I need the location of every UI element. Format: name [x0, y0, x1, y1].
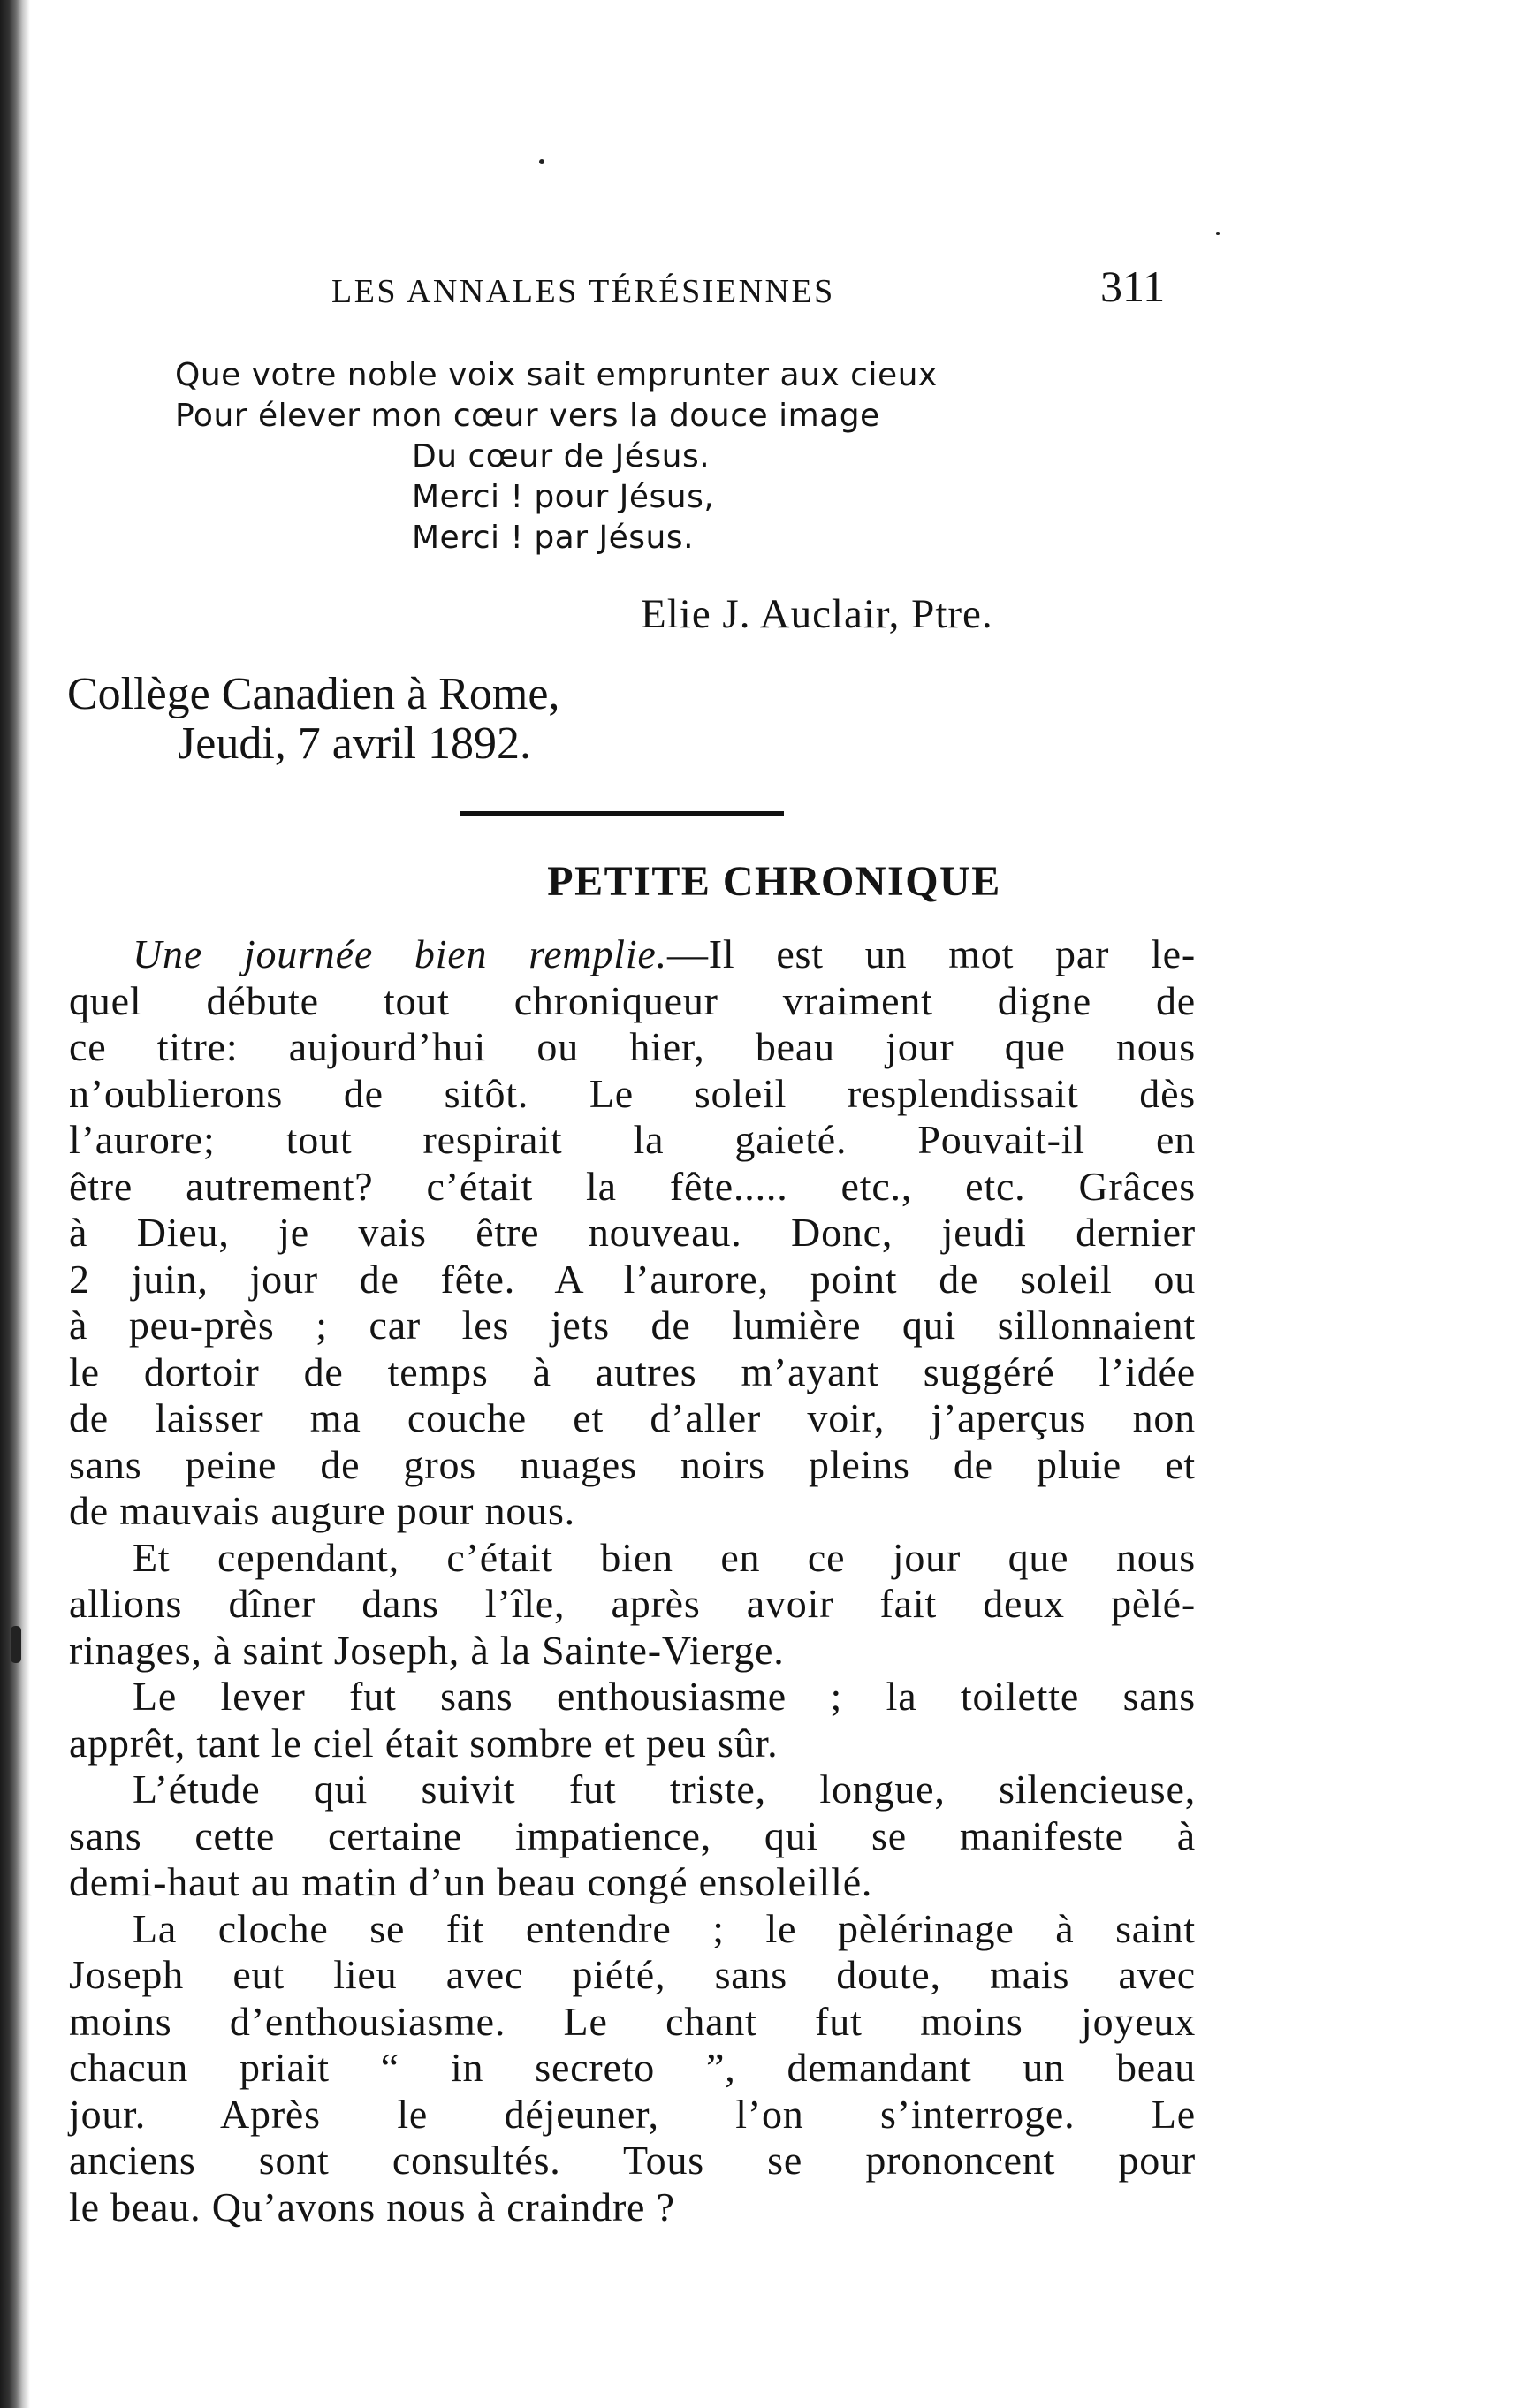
text-line: ce titre: aujourd’hui ou hier, beau jour que nous	[69, 1024, 1196, 1069]
text-line: rinages, à saint Joseph, à la Sainte-Vierge.	[69, 1627, 785, 1673]
chronicle-body	[69, 931, 1196, 2230]
text-line: être autrement? c’était la fête..... etc., etc. Grâces	[69, 1163, 1196, 1209]
text-line: de laisser ma couche et d’aller voir, j’aperçus non	[69, 1395, 1196, 1440]
date-line: Jeudi, 7 avril 1892.	[178, 718, 532, 769]
section-heading: PETITE CHRONIQUE	[547, 858, 1001, 905]
text-line: 2 juin, jour de fête. A l’aurore, point de soleil ou	[69, 1256, 1196, 1302]
ink-speck	[1216, 232, 1220, 235]
binding-edge	[0, 0, 30, 2408]
text-line	[69, 931, 1196, 978]
text-line: moins d’enthousiasme. Le chant fut moins joyeux	[69, 1998, 1196, 2044]
text-line: le dortoir de temps à autres m’ayant suggéré l’idée	[69, 1348, 1196, 1394]
text-line: à peu-près ; car les jets de lumière qui sillonnaient	[69, 1303, 1196, 1348]
place-line: Collège Canadien à Rome,	[67, 669, 560, 719]
text-line: La cloche se fit entendre ; le pèlérinage à saint	[133, 1905, 1196, 1951]
text-line: chacun priait “ in secreto ”, demandant un beau	[69, 2045, 1196, 2090]
text-line: Et cependant, c’était bien en ce jour que nous	[133, 1534, 1196, 1580]
place-date	[67, 670, 559, 769]
text-line: quel débute tout chroniqueur vraiment digne de	[69, 977, 1196, 1023]
text-line: sans cette certaine impatience, qui se manifeste à	[69, 1812, 1196, 1858]
text-line: sans peine de gros nuages noirs pleins de pluie et	[69, 1441, 1196, 1487]
poem-line: Du cœur de Jésus.	[412, 438, 711, 475]
text-line: Le lever fut sans enthousiasme ; la toilette sans	[133, 1674, 1196, 1719]
section-divider	[460, 811, 784, 816]
poem-line: Merci ! par Jésus.	[412, 520, 695, 556]
text-line: apprêt, tant le ciel était sombre et peu sûr.	[69, 1720, 779, 1766]
text-line: anciens sont consultés. Tous se prononcent pour	[69, 2138, 1196, 2183]
page-number: 311	[1100, 262, 1166, 311]
running-head: LES ANNALES TÉRÉSIENNES	[331, 273, 835, 310]
text-line: n’oublierons de sitôt. Le soleil resplendissait dès	[69, 1070, 1196, 1116]
text-line: jour. Après le déjeuner, l’on s’interroge. Le	[69, 2091, 1196, 2137]
poem-line: Que votre noble voix sait emprunter aux cieux	[175, 357, 938, 393]
poem-line: Merci ! pour Jésus,	[412, 479, 715, 515]
ink-speck	[539, 159, 544, 164]
text-line-rest: —Il est un mot par le-	[666, 931, 1196, 976]
text-line: l’aurore; tout respirait la gaieté. Pouvait-il en	[69, 1117, 1196, 1162]
text-line: de mauvais augure pour nous.	[69, 1488, 575, 1533]
poem-stanza	[175, 355, 938, 558]
lead-italic: Une journée bien remplie.	[133, 931, 667, 976]
author-signature: Elie J. Auclair, Ptre.	[641, 591, 993, 637]
text-line: L’étude qui suivit fut triste, longue, silencieuse,	[133, 1766, 1196, 1812]
ink-speck	[11, 1626, 21, 1663]
text-line: le beau. Qu’avons nous à craindre ?	[69, 2184, 675, 2229]
text-line: demi-haut au matin d’un beau congé ensoleillé.	[69, 1859, 873, 1904]
text-line: à Dieu, je vais être nouveau. Donc, jeudi dernier	[69, 1210, 1196, 1255]
text-line: Joseph eut lieu avec piété, sans doute, mais avec	[69, 1952, 1196, 1997]
text-line: allions dîner dans l’île, après avoir fait deux pèlé-	[69, 1581, 1196, 1626]
poem-line: Pour élever mon cœur vers la douce image	[175, 398, 880, 434]
